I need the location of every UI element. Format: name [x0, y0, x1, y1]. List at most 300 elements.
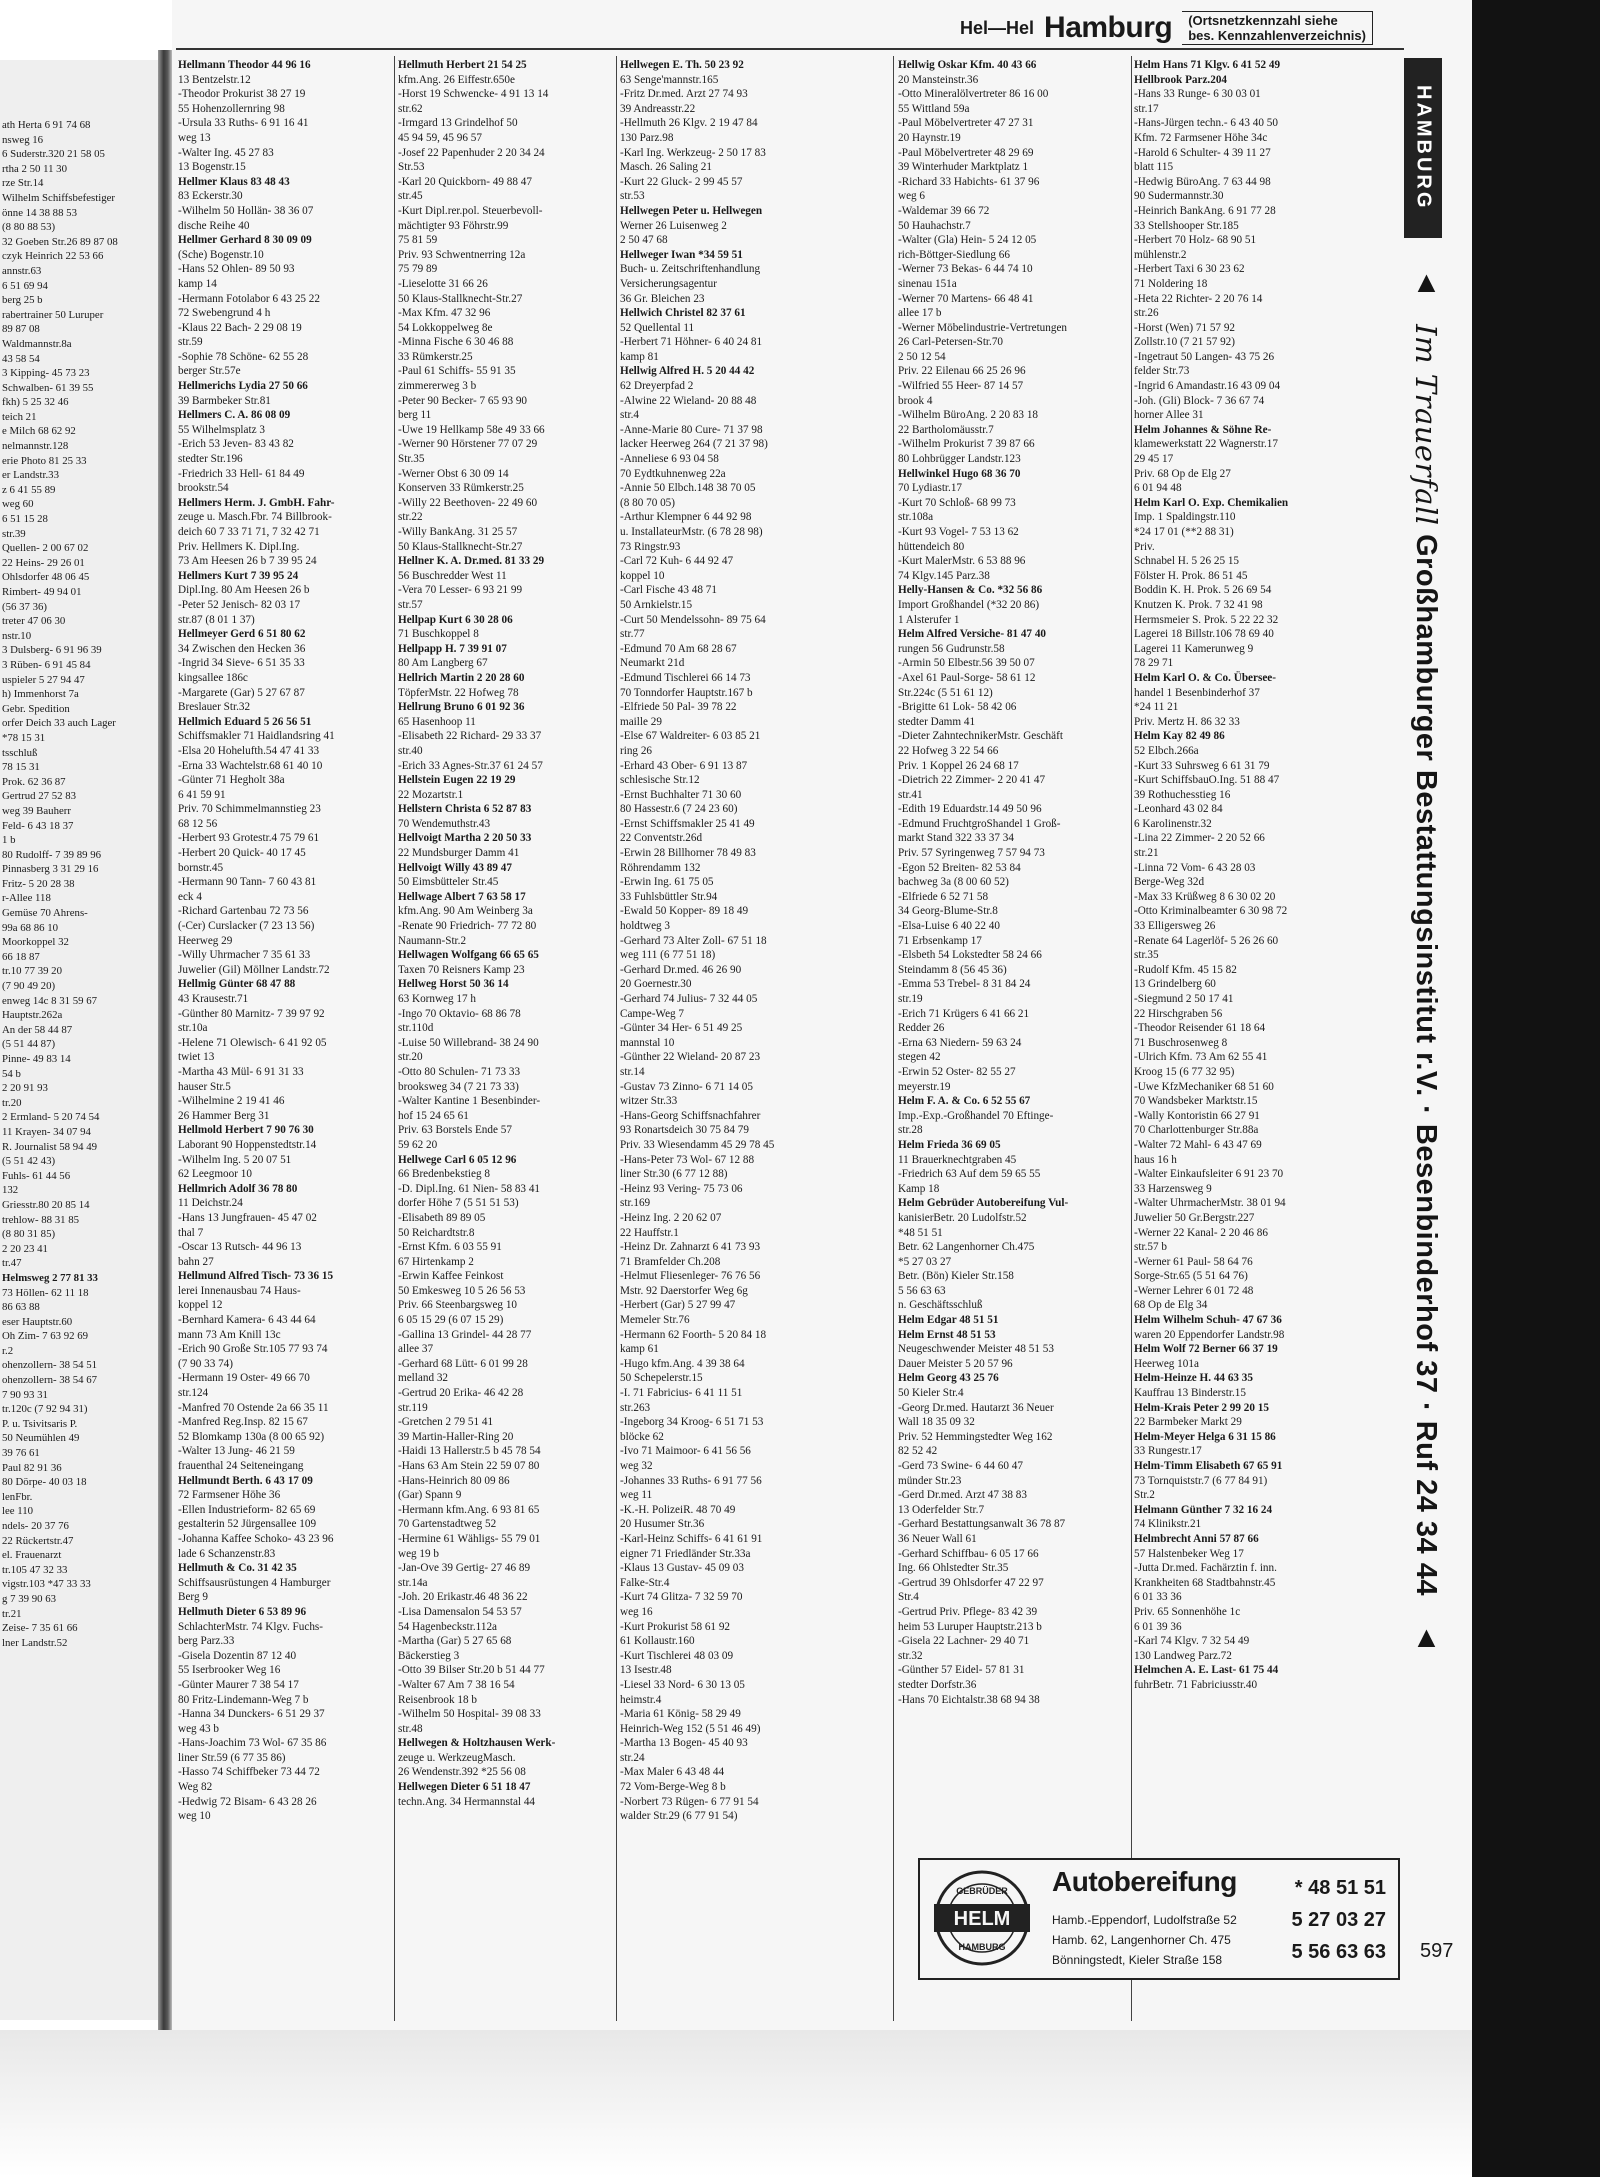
- directory-entry: deich 60 7 33 71 71, 7 32 42 71: [178, 526, 320, 538]
- directory-entry: dorfer Höhe 7 (5 51 51 53): [398, 1197, 519, 1210]
- directory-entry: str.41: [898, 788, 923, 801]
- directory-entry: 52 Blomkamp 130a (8 00 65 92): [178, 1430, 325, 1443]
- directory-entry: Priv. 70 Schimmelmannstieg 23: [178, 803, 321, 816]
- directory-column-5: [1134, 58, 1394, 1693]
- directory-entry: -Gisela 22 Lachner- 29 40 71: [898, 1635, 1030, 1648]
- directory-entry: weg 10: [178, 1810, 211, 1823]
- directory-entry: 32 Goeben Str.26 89 87 08: [2, 235, 118, 248]
- directory-entry: -Walter (Gla) Hein- 5 24 12 05: [898, 234, 1037, 247]
- scan-bottom: [0, 2030, 1472, 2177]
- directory-entry: 74 Klinikstr.21: [1134, 1518, 1202, 1531]
- directory-entry: -Gerhard 73 Alter Zoll- 67 51 18: [620, 934, 767, 947]
- directory-entry: -Max Maler 6 43 48 44: [620, 1766, 725, 1779]
- directory-entry: str.19: [898, 993, 923, 1005]
- directory-entry: -Kurt Dipl.rer.pol. Steuerbevoll-: [398, 204, 543, 217]
- directory-entry: -Otto 80 Schulen- 71 73 33: [398, 1065, 521, 1078]
- directory-entry: str.59: [178, 336, 203, 349]
- directory-entry: 13 Grindelberg 60: [1134, 978, 1216, 991]
- directory-entry: 55 Wilhelmsplatz 3: [178, 423, 265, 436]
- directory-entry: Hellstein Eugen 22 19 29: [398, 774, 516, 787]
- directory-entry: -Karl 74 Klgv. 7 32 54 49: [1134, 1635, 1250, 1648]
- directory-entry: -Erwin Kaffee Feinkost: [398, 1270, 504, 1283]
- directory-entry: Helm Hans 71 Klgv. 6 41 52 49: [1134, 59, 1281, 71]
- directory-entry: Redder 26: [898, 1022, 945, 1035]
- directory-entry: münder Str.23: [898, 1474, 962, 1487]
- directory-entry: Paul 82 91 36: [2, 1461, 62, 1474]
- directory-entry: str.57: [398, 598, 423, 611]
- directory-entry: Priv. 93 Schwentnerring 12a: [398, 248, 526, 261]
- directory-entry: -Jan-Ove 39 Gertig- 27 46 89: [398, 1562, 531, 1575]
- directory-entry: -Carl Fische 43 48 71: [620, 584, 717, 597]
- directory-entry: -Werner 70 Martens- 66 48 41: [898, 292, 1034, 305]
- directory-entry: Priv. 22 Eilenau 66 25 26 96: [898, 365, 1026, 378]
- directory-entry: 73 Am Heesen 26 b 7 39 95 24: [178, 555, 317, 568]
- directory-entry: 20 Mansteinstr.36: [898, 73, 979, 86]
- directory-entry: 72 Vom-Berge-Weg 8 b: [620, 1781, 726, 1794]
- directory-entry: 22 Bartholomäusstr.7: [898, 423, 994, 436]
- directory-entry: brookstr.54: [178, 482, 229, 495]
- directory-entry: 82 52 42: [898, 1445, 938, 1458]
- directory-entry: 80 Fritz-Lindemann-Weg 7 b: [178, 1693, 309, 1706]
- directory-entry: kfm.Ang. 90 Am Weinberg 3a: [398, 905, 533, 918]
- directory-entry: Hellmrich Adolf 36 78 80: [178, 1182, 298, 1195]
- directory-entry: 6 01 33 36: [1134, 1591, 1182, 1604]
- directory-entry: -Peter 90 Becker- 7 65 93 90: [398, 394, 528, 407]
- directory-entry: 22 Mozartstr.1: [398, 788, 464, 801]
- directory-entry: -Horst 19 Schwencke- 4 91 13 14: [398, 88, 549, 101]
- left-page-fragment: [0, 60, 158, 2020]
- directory-entry: Betr. 62 Langenhorner Ch.475: [898, 1241, 1035, 1254]
- directory-entry: *5 27 03 27: [898, 1255, 952, 1268]
- directory-entry: felder Str.73: [1134, 365, 1190, 378]
- directory-entry: *48 51 51: [898, 1226, 943, 1239]
- ad-phone: 5 27 03 27: [1291, 1909, 1386, 1931]
- directory-entry: -Siegmund 2 50 17 41: [1134, 993, 1234, 1005]
- directory-entry: 11 Deichstr.24: [178, 1197, 243, 1210]
- directory-entry: 36 Gr. Bleichen 23: [620, 292, 705, 305]
- directory-entry: 3 Kipping- 45 73 23: [2, 367, 90, 380]
- directory-entry: Hellmers C. A. 86 08 09: [178, 409, 291, 422]
- directory-entry: 2 50 47 68: [620, 234, 668, 247]
- directory-entry: annstr.63: [2, 264, 42, 277]
- directory-entry: -Klaus 13 Gustav- 45 09 03: [620, 1562, 744, 1575]
- directory-entry: lee 110: [2, 1505, 34, 1518]
- directory-entry: Helm Johannes & Söhne Re-: [1134, 423, 1272, 436]
- directory-entry: Hellmerichs Lydia 27 50 66: [178, 380, 308, 393]
- directory-entry: -Heinz Dr. Zahnarzt 6 41 73 93: [620, 1241, 761, 1254]
- directory-entry: -Ursula 33 Ruths- 6 91 16 41: [178, 117, 309, 130]
- ad-phone: 5 56 63 63: [1291, 1941, 1386, 1963]
- directory-entry: Str.2: [1134, 1489, 1155, 1502]
- directory-entry: -Kurt 70 Schloß- 68 99 73: [898, 496, 1016, 509]
- directory-entry: thal 7: [178, 1226, 204, 1239]
- directory-entry: -Elsa-Luise 6 40 22 40: [898, 920, 1000, 933]
- ad-address: Bönningstedt, Kieler Straße 158: [1052, 1953, 1223, 1967]
- directory-entry: berg 25 b: [2, 294, 43, 307]
- directory-entry: -Edmund 70 Am 68 28 67: [620, 642, 737, 655]
- directory-entry: -Anneliese 6 93 04 58: [620, 453, 719, 466]
- directory-entry: -Elfriede 50 Pal- 39 78 22: [620, 701, 737, 714]
- directory-entry: sinenau 151a: [898, 277, 957, 290]
- directory-entry: Helmbrecht Anni 57 87 66: [1134, 1532, 1259, 1545]
- ad-address: Hamb.-Eppendorf, Ludolfstraße 52: [1052, 1913, 1237, 1927]
- directory-entry: -Heinrich BankAng. 6 91 77 28: [1134, 204, 1276, 217]
- directory-entry: 39 Rothuchesstieg 16: [1134, 788, 1231, 801]
- directory-entry: Mstr. 92 Daerstorfer Weg 6g: [620, 1284, 748, 1297]
- directory-entry: 20 Haynstr.19: [898, 131, 961, 144]
- directory-entry: -Annie 50 Elbch.148 38 70 05: [620, 482, 756, 495]
- directory-entry: Hellweger Iwan *34 59 51: [620, 248, 743, 261]
- directory-entry: 71 Buschrosenweg 8: [1134, 1036, 1228, 1049]
- directory-entry: Weg 82: [178, 1781, 213, 1794]
- directory-entry: Str.4: [898, 1591, 919, 1604]
- directory-entry: (5 51 44 87): [2, 1038, 56, 1051]
- directory-entry: 1 b: [2, 834, 16, 847]
- directory-entry: 43 Krausestr.71: [178, 993, 249, 1005]
- directory-entry: -Martha (Gar) 5 27 65 68: [398, 1635, 512, 1648]
- directory-entry: nelmannstr.128: [2, 440, 69, 453]
- directory-entry: 68 12 56: [178, 817, 218, 830]
- directory-entry: -Edmund Tischlerei 66 14 73: [620, 671, 751, 684]
- directory-entry: 63 Senge'mannstr.165: [620, 73, 719, 86]
- directory-entry: liner Str.30 (6 77 12 88): [620, 1168, 728, 1181]
- directory-entry: Hellwegen Peter u. Hellwegen: [620, 204, 763, 217]
- directory-entry: 3 Dulsberg- 6 91 96 39: [2, 644, 102, 657]
- directory-entry: 6 51 69 94: [2, 279, 48, 292]
- directory-entry: -Hermann 90 Tann- 7 60 43 81: [178, 876, 317, 889]
- directory-entry: -Willy BankAng. 31 25 57: [398, 526, 518, 538]
- directory-entry: Buch- u. Zeitschriftenhandlung: [620, 263, 761, 276]
- directory-entry: -Fritz Dr.med. Arzt 27 74 93: [620, 88, 748, 101]
- directory-entry: lerei Innenausbau 74 Haus-: [178, 1284, 301, 1297]
- directory-entry: tr.10 77 39 20: [2, 965, 62, 978]
- directory-entry: Fritz- 5 20 28 38: [2, 877, 75, 890]
- directory-entry: kamp 81: [620, 350, 659, 363]
- directory-entry: allee 37: [398, 1343, 434, 1356]
- directory-entry: Priv. 68 Op de Elg 27: [1134, 467, 1231, 480]
- directory-entry: 89 87 08: [2, 323, 40, 336]
- triangle-icon: ▲: [1410, 1620, 1443, 1655]
- directory-entry: handel 1 Besenbinderhof 37: [1134, 686, 1260, 699]
- directory-entry: Imp. 1 Spaldingstr.110: [1134, 511, 1236, 524]
- directory-entry: (Sche) Bogenstr.10: [178, 248, 264, 261]
- directory-entry: 50 Neumühlen 49: [2, 1432, 80, 1445]
- directory-entry: Helm Karl O. Exp. Chemikalien: [1134, 496, 1289, 509]
- directory-entry: -Werner 61 Paul- 58 64 76: [1134, 1255, 1253, 1268]
- directory-entry: Hellmuth Dieter 6 53 89 96: [178, 1605, 307, 1618]
- directory-entry: 55 Hohenzollernring 98: [178, 102, 285, 115]
- directory-entry: Str.224c (5 51 61 12): [898, 686, 993, 699]
- directory-entry: -Helene 71 Olewisch- 6 41 92 05: [178, 1036, 327, 1049]
- directory-entry: -Kurt 33 Suhrsweg 6 61 31 79: [1134, 759, 1270, 772]
- directory-entry: -Ernst Kfm. 6 03 55 91: [398, 1241, 502, 1254]
- directory-entry: 34 Georg-Blume-Str.8: [898, 905, 998, 918]
- directory-entry: -Manfred Reg.Insp. 82 15 67: [178, 1416, 308, 1429]
- directory-entry: Zeise- 7 35 61 66: [2, 1622, 78, 1635]
- directory-entry: rungen 56 Gudrunstr.58: [898, 642, 1005, 655]
- directory-entry: str.48: [398, 1722, 423, 1735]
- directory-entry: witzer Str.33: [620, 1095, 678, 1108]
- directory-entry: zeuge u. WerkzeugMasch.: [398, 1751, 516, 1764]
- directory-entry: mannstal 10: [620, 1036, 675, 1049]
- directory-entry: lenFbr.: [2, 1490, 33, 1503]
- directory-entry: Hellmig Günter 68 47 88: [178, 978, 296, 991]
- directory-entry: czyk Heinrich 22 53 66: [2, 250, 104, 263]
- directory-entry: Hellpapp H. 7 39 91 07: [398, 642, 507, 655]
- directory-entry: Berg 9: [178, 1591, 208, 1604]
- directory-entry: Gemüse 70 Ahrens-: [2, 907, 88, 920]
- head-note: [1182, 11, 1373, 45]
- directory-entry: -Hanna 34 Dunckers- 6 51 29 37: [178, 1708, 325, 1721]
- left-column-fragment: [2, 118, 156, 1650]
- directory-entry: 70 Gartenstadtweg 52: [398, 1518, 497, 1531]
- directory-column-1: [178, 58, 394, 1824]
- directory-entry: Quellen- 2 00 67 02: [2, 542, 89, 555]
- directory-entry: 50 Arnkielstr.15: [620, 598, 693, 611]
- directory-entry: Fuhls- 61 44 56: [2, 1169, 71, 1182]
- directory-entry: -Lina 22 Zimmer- 2 20 52 66: [1134, 832, 1265, 845]
- directory-entry: str.124: [178, 1387, 209, 1400]
- directory-entry: 6 01 94 48: [1134, 482, 1182, 495]
- helm-logo-emblem: [930, 1868, 1034, 1968]
- directory-entry: 75 81 59: [398, 234, 438, 247]
- directory-entry: heimstr.4: [620, 1693, 662, 1706]
- directory-entry: (8 80 70 05): [620, 496, 675, 509]
- directory-entry: -Gerd Dr.med. Arzt 47 38 83: [898, 1489, 1027, 1502]
- directory-entry: -Gustav 73 Zinno- 6 71 14 05: [620, 1080, 753, 1093]
- directory-entry: 71 Noldering 18: [1134, 277, 1208, 290]
- directory-entry: 68 Op de Elg 34: [1134, 1299, 1208, 1312]
- directory-entry: Zollstr.10 (7 21 57 92): [1134, 336, 1235, 349]
- directory-entry: *78 15 31: [2, 731, 46, 744]
- ad-phones: [1291, 1872, 1386, 1968]
- directory-entry: -Werner 73 Bekas- 6 44 74 10: [898, 263, 1033, 276]
- directory-entry: Knutzen K. Prok. 7 32 41 98: [1134, 598, 1263, 611]
- directory-entry: -Ingeborg 34 Kroog- 6 51 71 53: [620, 1416, 764, 1429]
- directory-entry: 22 Barmbeker Markt 29: [1134, 1416, 1242, 1429]
- directory-entry: Hauptstr.262a: [2, 1009, 63, 1022]
- directory-entry: Hellpap Kurt 6 30 28 06: [398, 613, 513, 626]
- directory-entry: R. Journalist 58 94 49: [2, 1140, 98, 1153]
- directory-entry: -Curt 50 Mendelssohn- 89 75 64: [620, 613, 766, 626]
- directory-entry: 93 Ronartsdeich 30 75 84 79: [620, 1124, 749, 1137]
- directory-entry: 26 Carl-Petersen-Str.70: [898, 336, 1004, 349]
- helm-advertisement: [918, 1858, 1400, 1980]
- city-side-tab: HAMBURG: [1404, 58, 1442, 238]
- directory-entry: Kroog 15 (6 77 32 95): [1134, 1065, 1235, 1078]
- directory-entry: Priv. 57 Syringenweg 7 57 94 73: [898, 847, 1045, 860]
- directory-entry: tr.47: [2, 1257, 22, 1270]
- directory-entry: -Werner Lehrer 6 01 72 48: [1134, 1284, 1254, 1297]
- directory-entry: Helm Kay 82 49 86: [1134, 730, 1225, 743]
- directory-entry: -Kurt 22 Gluck- 2 99 45 57: [620, 175, 743, 188]
- directory-entry: Import Großhandel (*32 20 86): [898, 598, 1040, 611]
- directory-entry: Konserven 33 Rümkerstr.25: [398, 482, 524, 495]
- directory-entry: Fölster H. Prok. 86 51 45: [1134, 569, 1248, 582]
- directory-entry: -Peter 52 Jenisch- 82 03 17: [178, 598, 301, 611]
- directory-entry: -Hans-Jürgen techn.- 6 43 40 50: [1134, 117, 1278, 130]
- directory-entry: 22 Rückertstr.47: [2, 1534, 74, 1547]
- directory-entry: 22 Mundsburger Damm 41: [398, 847, 520, 860]
- directory-entry: mächtigter 93 Föhrstr.99: [398, 219, 509, 232]
- directory-entry: erie Photo 81 25 33: [2, 454, 87, 467]
- directory-column-2: [398, 58, 616, 1809]
- directory-entry: -Dieter ZahntechnikerMstr. Geschäft: [898, 730, 1063, 743]
- directory-entry: 11 Krayen- 34 07 94: [2, 1125, 91, 1138]
- directory-entry: -Elisabeth 22 Richard- 29 33 37: [398, 730, 542, 743]
- directory-entry: -Margarete (Gar) 5 27 67 87: [178, 686, 305, 699]
- column-rule: [893, 56, 894, 2021]
- directory-entry: n. Geschäftsschluß: [898, 1299, 983, 1312]
- directory-entry: 71 Erbsenkamp 17: [898, 934, 982, 947]
- directory-entry: Priv. 1 Koppel 26 24 68 17: [898, 759, 1019, 772]
- directory-entry: 2 50 12 54: [898, 350, 946, 363]
- directory-entry: -Gerhard Dr.med. 46 26 90: [620, 963, 742, 976]
- directory-entry: r-Allee 118: [2, 892, 51, 905]
- directory-entry: 66 18 87: [2, 950, 40, 963]
- directory-entry: -Wilhelmine 2 19 41 46: [178, 1095, 285, 1108]
- directory-entry: Hellwage Albert 7 63 58 17: [398, 890, 526, 903]
- directory-entry: Priv. 63 Borstels Ende 57: [398, 1124, 512, 1137]
- directory-entry: lner Landstr.52: [2, 1636, 68, 1649]
- directory-entry: (5 51 42 43): [2, 1155, 56, 1168]
- directory-entry: str.14: [620, 1065, 645, 1078]
- directory-entry: -Friedrich 63 Auf dem 59 65 55: [898, 1168, 1041, 1181]
- directory-entry: ndels- 20 37 76: [2, 1520, 69, 1532]
- directory-entry: -Josef 22 Papenhuder 2 20 34 24: [398, 146, 545, 159]
- directory-entry: 132: [2, 1184, 19, 1197]
- directory-entry: berger Str.57e: [178, 365, 241, 378]
- directory-entry: -Joh. 20 Erikastr.46 48 36 22: [398, 1591, 528, 1604]
- directory-entry: 39 Winterhuder Marktplatz 1: [898, 161, 1029, 174]
- directory-entry: -Liesel 33 Nord- 6 30 13 05: [620, 1678, 745, 1691]
- directory-entry: 6 Karolinenstr.32: [1134, 817, 1212, 830]
- directory-entry: -Carl 72 Kuh- 6 44 92 47: [620, 555, 734, 568]
- directory-entry: Imp.-Exp.-Großhandel 70 Eftinge-: [898, 1109, 1054, 1122]
- directory-entry: -Dietrich 22 Zimmer- 2 20 41 47: [898, 774, 1046, 787]
- directory-entry: 52 Elbch.266a: [1134, 744, 1199, 757]
- directory-entry: weg 43 b: [178, 1722, 220, 1735]
- directory-entry: er Landstr.33: [2, 469, 59, 482]
- directory-entry: 80 Hassestr.6 (7 24 23 60): [620, 803, 738, 816]
- directory-entry: 6 Suderstr.320 21 58 05: [2, 148, 105, 161]
- directory-entry: str.14a: [398, 1576, 428, 1589]
- directory-entry: stedter Damm 41: [898, 715, 976, 728]
- directory-entry: -Werner Obst 6 30 09 14: [398, 467, 509, 480]
- directory-entry: -D. Dipl.Ing. 61 Nien- 58 83 41: [398, 1182, 541, 1195]
- directory-entry: -Edith 19 Eduardstr.14 49 50 96: [898, 803, 1042, 816]
- directory-entry: lade 6 Schanzenstr.83: [178, 1547, 276, 1560]
- head-range: Hel—Hel: [960, 17, 1035, 38]
- directory-entry: -Gretchen 2 79 51 41: [398, 1416, 494, 1429]
- directory-entry: Hellstern Christa 6 52 87 83: [398, 803, 532, 816]
- directory-entry: -Kurt Tischlerei 48 03 09: [620, 1649, 734, 1662]
- directory-entry: Hellwagen Wolfgang 66 65 65: [398, 949, 539, 962]
- scan-edge: [1472, 0, 1600, 2177]
- directory-entry: 6 41 59 91: [178, 788, 226, 801]
- directory-entry: 90 Sudermannstr.30: [1134, 190, 1224, 203]
- directory-entry: Helm-Timm Elisabeth 67 65 91: [1134, 1460, 1283, 1472]
- directory-entry: schlesische Str.12: [620, 774, 700, 787]
- directory-entry: Lagerei 11 Kamerunweg 9: [1134, 642, 1254, 655]
- directory-entry: -Richard 33 Habichts- 61 37 96: [898, 175, 1040, 188]
- directory-entry: Kfm. 72 Farmsener Höhe 34c: [1134, 131, 1268, 144]
- directory-entry: -Wilhelm 50 Hollän- 38 36 07: [178, 204, 314, 217]
- directory-entry: Hellmundt Berth. 6 43 17 09: [178, 1474, 313, 1487]
- directory-entry: 83 Eckerstr.30: [178, 190, 243, 203]
- directory-entry: -Erhard 43 Ober- 6 91 13 87: [620, 759, 748, 772]
- directory-entry: rze Str.14: [2, 177, 44, 190]
- directory-entry: -Hasso 74 Schiffbeker 73 44 72: [178, 1766, 320, 1779]
- directory-entry: -Erwin 28 Billhorner 78 49 83: [620, 847, 756, 860]
- directory-entry: Str.53: [398, 161, 425, 174]
- directory-entry: (-Cer) Curslacker (7 23 13 56): [178, 920, 315, 933]
- directory-entry: 72 Swebengrund 4 h: [178, 307, 271, 320]
- directory-entry: ring 26: [620, 744, 653, 757]
- directory-entry: Hellmuth & Co. 31 42 35: [178, 1562, 297, 1575]
- directory-entry: twiet 13: [178, 1051, 215, 1064]
- directory-entry: -Jutta Dr.med. Fachärztin f. inn.: [1134, 1562, 1277, 1575]
- directory-entry: zeuge u. Masch.Fbr. 74 Billbrook-: [178, 511, 332, 524]
- directory-entry: Ing. 66 Ohlstedter Str.35: [898, 1562, 1009, 1575]
- directory-entry: 54 b: [2, 1067, 21, 1080]
- directory-entry: Hellmund Alfred Tisch- 73 36 15: [178, 1270, 334, 1283]
- directory-entry: -Werner 90 Hörstener 77 07 29: [398, 438, 538, 451]
- directory-entry: -Werner Möbelindustrie-Vertretungen: [898, 321, 1068, 334]
- directory-entry: Neumarkt 21d: [620, 657, 685, 670]
- directory-entry: holdtweg 3: [620, 920, 671, 933]
- directory-entry: kamp 14: [178, 277, 217, 290]
- directory-entry: bahn 27: [178, 1255, 214, 1268]
- directory-entry: 6 51 15 28: [2, 513, 48, 526]
- directory-entry: str.108a: [898, 511, 934, 524]
- directory-entry: 70 Charlottenburger Str.88a: [1134, 1124, 1259, 1137]
- directory-entry: Juwelier 50 Gr.Bergstr.227: [1134, 1211, 1255, 1224]
- directory-entry: str.87 (8 01 1 37): [178, 613, 255, 626]
- directory-entry: Bäckerstieg 3: [398, 1649, 460, 1662]
- directory-entry: Kamp 18: [898, 1182, 940, 1195]
- directory-entry: -Wilhelm BüroAng. 2 20 83 18: [898, 409, 1039, 422]
- directory-entry: 62 Dreyerpfad 2: [620, 380, 694, 393]
- directory-entry: -Walter 72 Mahl- 6 43 47 69: [1134, 1138, 1262, 1151]
- directory-entry: Breslauer Str.32: [178, 701, 251, 714]
- directory-entry: 33 Rungestr.17: [1134, 1445, 1202, 1458]
- directory-entry: -Erich 53 Jeven- 83 43 82: [178, 438, 294, 451]
- directory-entry: Schwalben- 61 39 55: [2, 381, 94, 394]
- directory-entry: -Walter Kantine 1 Besenbinder-: [398, 1095, 541, 1108]
- directory-entry: -Erich 33 Agnes-Str.37 61 24 57: [398, 759, 543, 772]
- directory-entry: Oh Zim- 7 63 92 69: [2, 1330, 89, 1343]
- directory-entry: -Gerhard 74 Julius- 7 32 44 05: [620, 993, 758, 1005]
- directory-entry: 80 Dörpe- 40 03 18: [2, 1476, 87, 1489]
- directory-entry: 63 Kornweg 17 h: [398, 993, 476, 1005]
- directory-entry: -Martha 43 Mül- 6 91 31 33: [178, 1065, 304, 1078]
- directory-entry: 70 Lydiastr.17: [898, 482, 963, 495]
- directory-entry: 50 Klaus-Stallknecht-Str.27: [398, 540, 523, 553]
- directory-entry: str.119: [398, 1401, 428, 1414]
- directory-entry: SchlachterMstr. 74 Klgv. Fuchs-: [178, 1620, 324, 1633]
- directory-entry: -Linna 72 Vom- 6 43 28 03: [1134, 861, 1256, 874]
- directory-entry: 54 Hagenbeckstr.112a: [398, 1620, 497, 1633]
- directory-entry: 50 Emkesweg 10 5 26 56 53: [398, 1284, 526, 1297]
- directory-column-3: [620, 58, 890, 1824]
- directory-entry: -Theodor Prokurist 38 27 19: [178, 88, 306, 101]
- directory-entry: 72 Farmsener Höhe 36: [178, 1489, 281, 1502]
- directory-entry: -Hans-Georg Schiffsnachfahrer: [620, 1109, 761, 1122]
- directory-entry: 13 Bogenstr.15: [178, 161, 246, 174]
- directory-entry: -Ulrich Kfm. 73 Am 62 55 41: [1134, 1051, 1268, 1064]
- directory-entry: kamp 61: [620, 1343, 659, 1356]
